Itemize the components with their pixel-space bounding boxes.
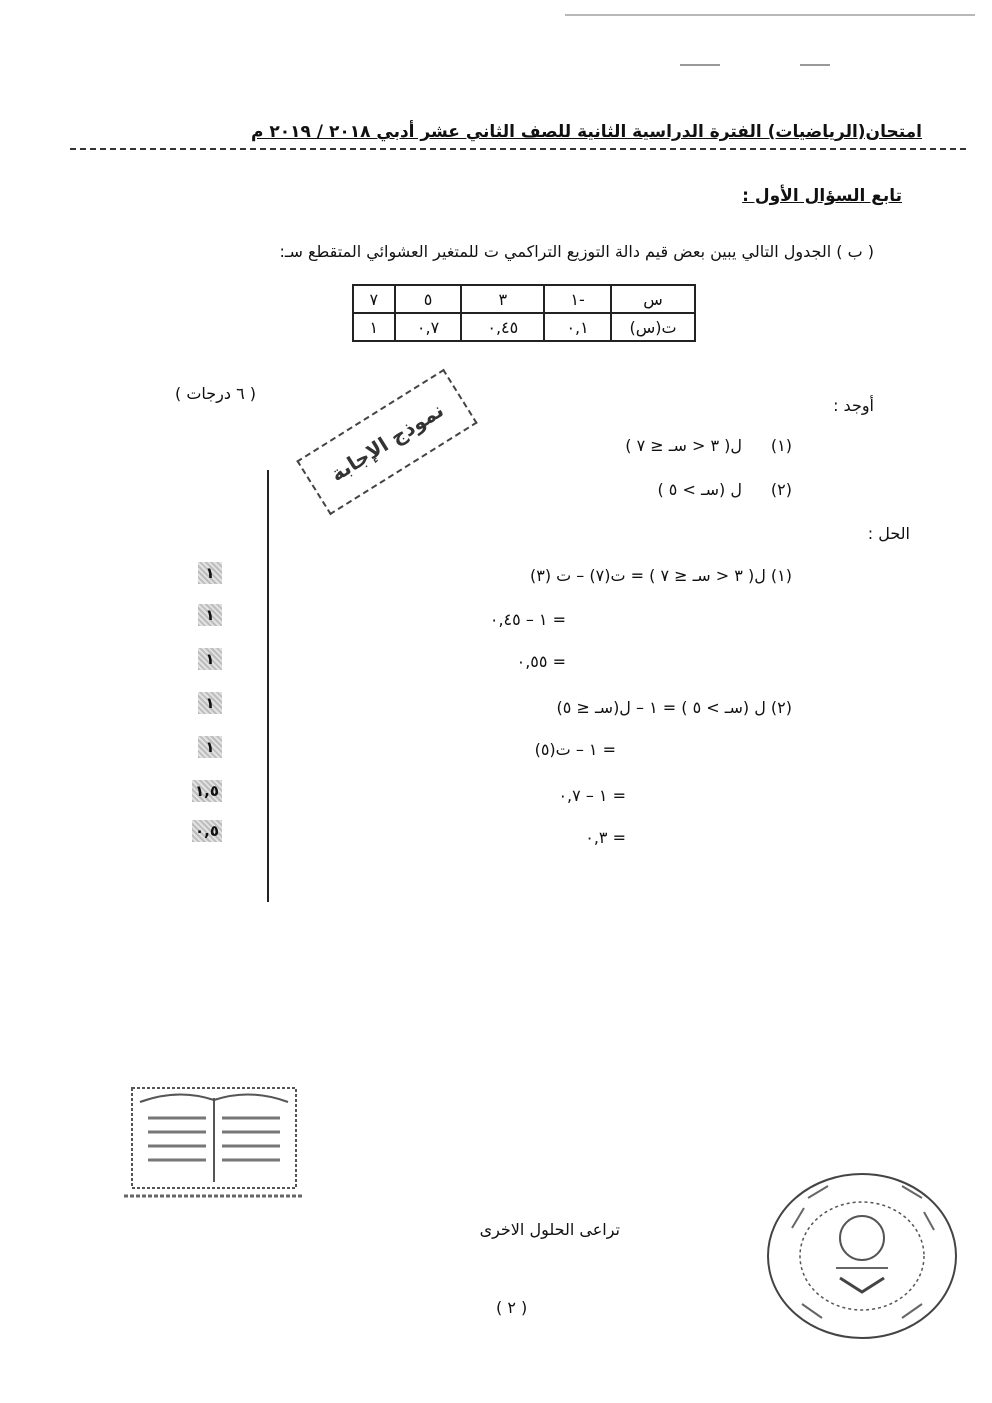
- find-item-num: (٢): [770, 480, 792, 499]
- marks-divider-line: [267, 470, 269, 902]
- table-cell: ٠,١: [544, 313, 611, 341]
- solution-label: الحل :: [867, 524, 910, 543]
- header-underline: [70, 148, 966, 150]
- ministry-round-seal-icon: [762, 1168, 962, 1344]
- answer-model-stamp: نموذج الإجابة: [296, 369, 477, 515]
- mark-badge: ١: [198, 562, 222, 584]
- scan-speck: [565, 14, 975, 16]
- mark-badge: ٠,٥: [192, 820, 222, 842]
- mark-badge: ١,٥: [192, 780, 222, 802]
- mark-badge: ١: [198, 648, 222, 670]
- mark-badge: ١: [198, 692, 222, 714]
- scan-speck: [800, 64, 830, 66]
- solution-line: = ١ – ٠,٧: [558, 786, 626, 805]
- mark-badge: ١: [198, 604, 222, 626]
- other-solutions-note: تراعى الحلول الاخرى: [479, 1220, 620, 1239]
- solution-line: = ١ – ٠,٤٥: [489, 610, 566, 629]
- table-header-x: س: [611, 285, 695, 313]
- ministry-book-seal-icon: [118, 1078, 310, 1204]
- find-item-expr: ل (سـ > ٥ ): [657, 480, 742, 499]
- solution-line: (١) ل( ٣ < سـ ≤ ٧ ) = ت(٧) – ت (٣): [529, 566, 792, 585]
- table-header-cdf: ت(س): [611, 313, 695, 341]
- solution-line: = ٠,٥٥: [516, 652, 566, 671]
- find-item-expr: ل( ٣ < سـ ≤ ٧ ): [625, 436, 742, 455]
- solution-line: = ١ – ت(٥): [534, 740, 616, 759]
- solution-line: = ٠,٣: [585, 828, 626, 847]
- marks-note: ( ٦ درجات ): [175, 384, 257, 403]
- cdf-table: [352, 284, 696, 342]
- mark-badge: ١: [198, 736, 222, 758]
- page-number: ( ٢ ): [496, 1298, 528, 1317]
- table-cell: ١: [353, 313, 395, 341]
- part-b-intro: ( ب ) الجدول التالي يبين بعض قيم دالة التوزيع التراكمي ت للمتغير العشوائي المتقطع سـ:: [279, 242, 874, 261]
- solution-line: (٢) ل (سـ > ٥ ) = ١ – ل(سـ ≤ ٥): [556, 698, 792, 717]
- section-heading: تابع السؤال الأول :: [742, 186, 902, 206]
- table-cell: ٧: [353, 285, 395, 313]
- table-cell: ٥: [395, 285, 462, 313]
- exam-header-title: امتحان(الرياضيات) الفترة الدراسية الثانية للصف الثاني عشر أدبي ٢٠١٨ / ٢٠١٩ م: [250, 122, 922, 142]
- table-row-cdf: [353, 313, 695, 341]
- table-cell: -١: [544, 285, 611, 313]
- table-cell: ٠,٤٥: [461, 313, 544, 341]
- scan-speck: [680, 64, 720, 66]
- find-label: أوجد :: [833, 396, 874, 415]
- table-row-x: [353, 285, 695, 313]
- table-cell: ٣: [461, 285, 544, 313]
- find-item-num: (١): [770, 436, 792, 455]
- table-cell: ٠,٧: [395, 313, 462, 341]
